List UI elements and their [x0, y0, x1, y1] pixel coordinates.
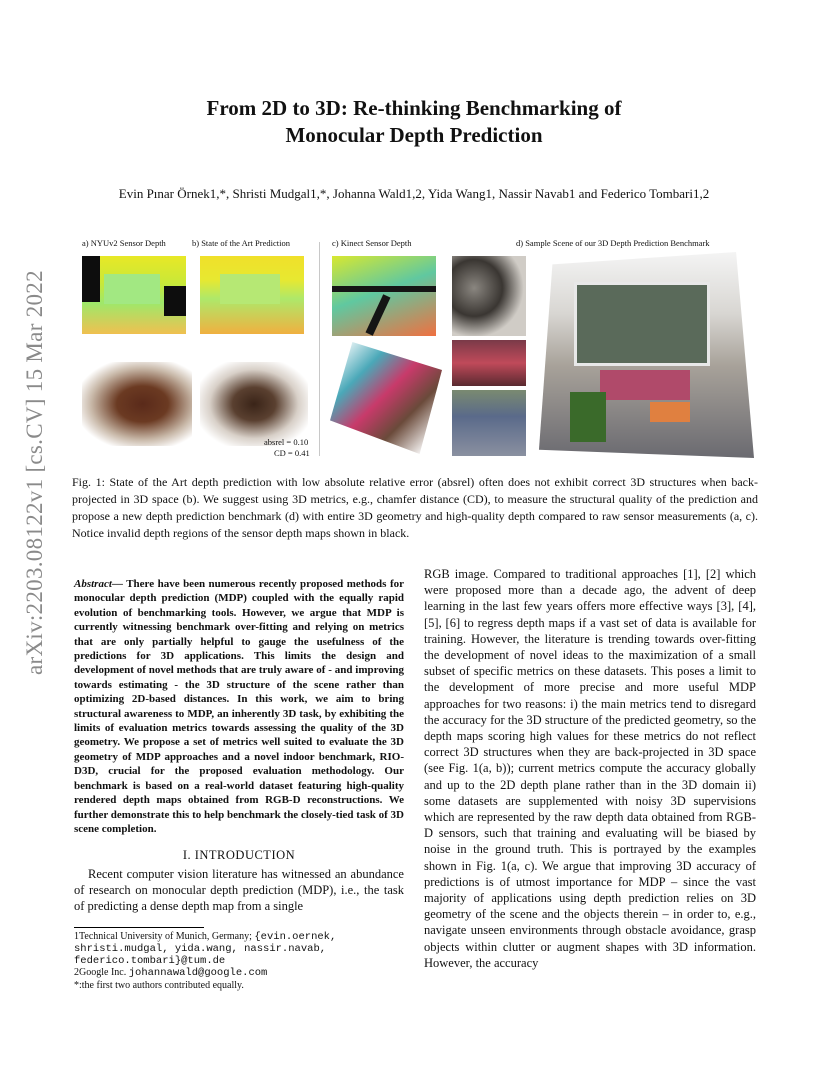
author-list: Evin Pınar Örnek1,*, Shristi Mudgal1,*, Johanna Wald1,2, Yida Wang1, Nassir Navab1 and Federico Tombari1,2: [118, 186, 710, 201]
footnote-1-emails[interactable]: {evin.oernek, shristi.mudgal, yida.wang, nassir.navab, federico.tombari}@tum.de: [74, 931, 337, 967]
prediction-pointcloud: [200, 362, 308, 446]
benchmark-3d-scene: [530, 252, 754, 458]
benchmark-thumbnail-2: [452, 340, 526, 386]
kinect-pointcloud: [330, 342, 442, 454]
abstract: [74, 577, 404, 836]
footnote-equal-contribution: *:the first two authors contributed equally.: [74, 980, 244, 991]
section-heading-introduction: I. INTRODUCTION: [182, 848, 296, 862]
benchmark-thumbnail-3: [452, 390, 526, 456]
figure-1: [78, 236, 758, 462]
arxiv-identifier[interactable]: arXiv:2203.08122v1 [cs.CV] 15 Mar 2022: [22, 270, 47, 675]
figure-divider: [319, 242, 320, 456]
figure-caption: Fig. 1: State of the Art depth prediction with low absolute relative error (absrel) often does not exhibit correct 3D structures when back-projected in 3D space (b). We suggest using 3D metrics, e.g., chamfer distance (CD), to measure the structural quality of the prediction and propose a new depth prediction benchmark (d) with entire 3D geometry and high-quality depth compared to raw sensor measurements (a, c). Notice invalid depth regions of the sensor depth maps shown in black.: [72, 475, 758, 540]
title-line-1: From 2D to 3D: Re-thinking Benchmarking of: [206, 96, 622, 120]
sota-prediction-depth-map: [200, 256, 304, 334]
figure-label-b: b) State of the Art Prediction: [192, 238, 290, 248]
metric-absrel: absrel = 0.10: [264, 437, 309, 447]
footnote-rule: [74, 927, 204, 928]
figure-label-a: a) NYUv2 Sensor Depth: [82, 238, 166, 248]
paper-title: [0, 95, 828, 149]
footnote-affiliation-1: [74, 931, 414, 967]
footnote-2-email[interactable]: johannawald@google.com: [128, 967, 268, 979]
intro-paragraph: Recent computer vision literature has witnessed an abundance of research on monocular depth prediction (MDP), i.e., the task of predicting a dense depth map from a single: [74, 867, 404, 913]
right-column-text: RGB image. Compared to traditional approaches [1], [2] which were proposed more than a decade ago, the advent of deep learning in the last few years offers more effective ways [3], [4], [5], [6] to regress depth maps if a vast set of data is available for training. However, the literature is trending towards over-fitting the development of novel ideas to the maximization of a small subset of specific metrics on these datasets. This poses a limit to the development of more precise and more useful MDP approaches for two reasons: i) the main metrics tend to disregard the accuracy for the 3D structure of the predicted geometry, so the depth maps scoring high values for these metrics do not reflect correct 3D structures when they are back-projected in 3D space (see Fig. 1(a, b)); current metrics compute the accuracy globally and up to the 2D depth plane rather than in the 3D domain ii) some datasets are supplemented with noisy 3D supervisions which are represented by the raw depth data obtained from RGB-D sensors, such that training and evaluating will be biased by noise in the ground truth. This is portrayed by the examples shown in Fig. 1(a, c). We argue that improving 3D accuracy of predictions is of utmost importance for MDP – since the vast majority of applications using depth prediction relies on 3D geometry of the scene and the objects therein – in order to, e.g., navigate unseen environments through obstacle avoidance, grasp objects within clutter or augment shapes with 3D information. However, the accuracy: [424, 567, 756, 970]
abstract-text: — There have been numerous recently proposed methods for monocular depth prediction (MDP) coupled with the equally rapid evolution of benchmarking tools. However, we argue that MDP is currently witnessing benchmark over-fitting and relying on metrics that are only partially helpful to gauge the usefulness of the predictions for 3D applications. This limits the design and development of novel methods that are truly aware of - and improving towards estimating - the 3D structure of the scene rather than optimizing 2D-based distances. In this work, we aim to bring structural awareness to MDP, an inherently 3D task, by exhibiting the limits of evaluation metrics towards assessing the quality of the 3D geometry. We propose a set of metrics well suited to evaluate the 3D geometry of MDP approaches and a novel indoor benchmark, RIO-D3D, crucial for the proposed evaluation methodology. Our benchmark is based on a real-world dataset featuring high-quality rendered depth maps obtained from RGB-D reconstructions. We further demonstrate this to help benchmark the closely-tied task of 3D scene completion.: [74, 578, 404, 835]
footnote-affiliation-2: [74, 967, 414, 979]
kinect-depth-map: [332, 256, 436, 336]
footnote-1-prefix: 1Technical University of Munich, Germany;: [74, 931, 255, 942]
nyuv2-pointcloud: [82, 362, 192, 446]
metric-cd: CD = 0.41: [274, 448, 310, 458]
figure-label-c: c) Kinect Sensor Depth: [332, 238, 412, 248]
abstract-label: Abstract: [74, 578, 112, 590]
nyuv2-depth-map: [82, 256, 186, 334]
title-line-2: Monocular Depth Prediction: [285, 123, 543, 147]
benchmark-thumbnail-1: [452, 256, 526, 336]
figure-label-d: d) Sample Scene of our 3D Depth Prediction Benchmark: [516, 238, 710, 248]
footnote-2-prefix: 2Google Inc.: [74, 967, 129, 978]
